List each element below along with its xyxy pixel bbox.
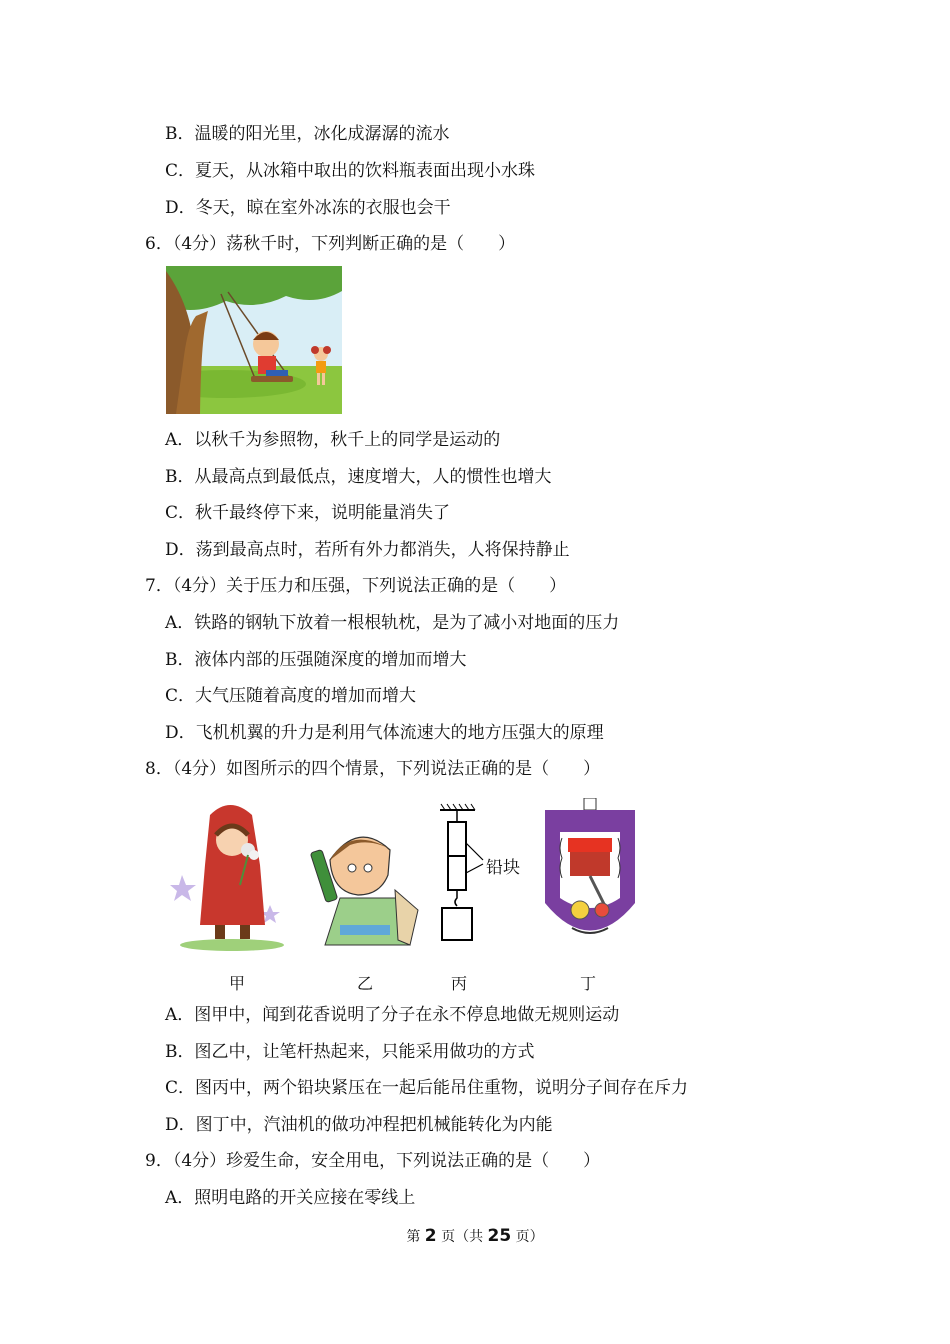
caption-jia: 甲 bbox=[229, 974, 246, 993]
caption-ding: 丁 bbox=[580, 974, 597, 993]
figure-ding-engine-cylinder bbox=[540, 798, 640, 948]
q8-option-a: A．图甲中，闻到花香说明了分子在永不停息地做无规则运动 bbox=[165, 1005, 620, 1025]
figure-yi-boy-with-pencil bbox=[310, 820, 420, 950]
question-6: 6．（4分）荡秋千时，下列判断正确的是（ ） bbox=[145, 234, 516, 254]
q9-option-a: A．照明电路的开关应接在零线上 bbox=[165, 1188, 416, 1208]
question-8: 8．（4分）如图所示的四个情景，下列说法正确的是（ ） bbox=[145, 759, 601, 779]
footer-mid: 页（共 bbox=[441, 1229, 484, 1245]
q6-option-a: A．以秋千为参照物，秋千上的同学是运动的 bbox=[165, 430, 501, 450]
footer-total-pages: 25 bbox=[487, 1226, 512, 1246]
page-footer bbox=[0, 1226, 950, 1246]
footer-suffix: 页） bbox=[515, 1229, 544, 1245]
q7-option-b: B．液体内部的压强随深度的增加而增大 bbox=[165, 650, 467, 670]
q6-option-d: D．荡到最高点时，若所有外力都消失，人将保持静止 bbox=[165, 540, 570, 560]
footer-page-number: 2 bbox=[424, 1226, 437, 1246]
lead-block-label: 铅块 bbox=[486, 858, 520, 878]
q7-option-c: C．大气压随着高度的增加而增大 bbox=[165, 686, 417, 706]
q8-option-c: C．图丙中，两个铅块紧压在一起后能吊住重物，说明分子间存在斥力 bbox=[165, 1078, 689, 1098]
q7-option-d: D．飞机机翼的升力是利用气体流速大的地方压强大的原理 bbox=[165, 723, 604, 743]
q7-option-a: A．铁路的钢轨下放着一根根轨枕，是为了减小对地面的压力 bbox=[165, 613, 620, 633]
caption-bing: 丙 bbox=[451, 974, 468, 993]
footer-prefix: 第 bbox=[406, 1229, 421, 1245]
figure-jia-girl-smelling-flowers bbox=[170, 795, 290, 955]
q6-option-b: B．从最高点到最低点，速度增大，人的惯性也增大 bbox=[165, 467, 552, 487]
q5-option-b: B．温暖的阳光里，冰化成潺潺的流水 bbox=[165, 124, 450, 144]
swing-illustration bbox=[166, 266, 342, 414]
q8-option-b: B．图乙中，让笔杆热起来，只能采用做功的方式 bbox=[165, 1042, 535, 1062]
caption-yi: 乙 bbox=[357, 974, 374, 993]
q5-option-d: D．冬天，晾在室外冰冻的衣服也会干 bbox=[165, 198, 451, 218]
q8-option-d: D．图丁中，汽油机的做功冲程把机械能转化为内能 bbox=[165, 1115, 553, 1135]
question-9: 9．（4分）珍爱生命，安全用电，下列说法正确的是（ ） bbox=[145, 1151, 601, 1171]
q6-option-c: C．秋千最终停下来，说明能量消失了 bbox=[165, 503, 451, 523]
q5-option-c: C．夏天，从冰箱中取出的饮料瓶表面出现小水珠 bbox=[165, 161, 536, 181]
question-7: 7．（4分）关于压力和压强，下列说法正确的是（ ） bbox=[145, 576, 567, 596]
